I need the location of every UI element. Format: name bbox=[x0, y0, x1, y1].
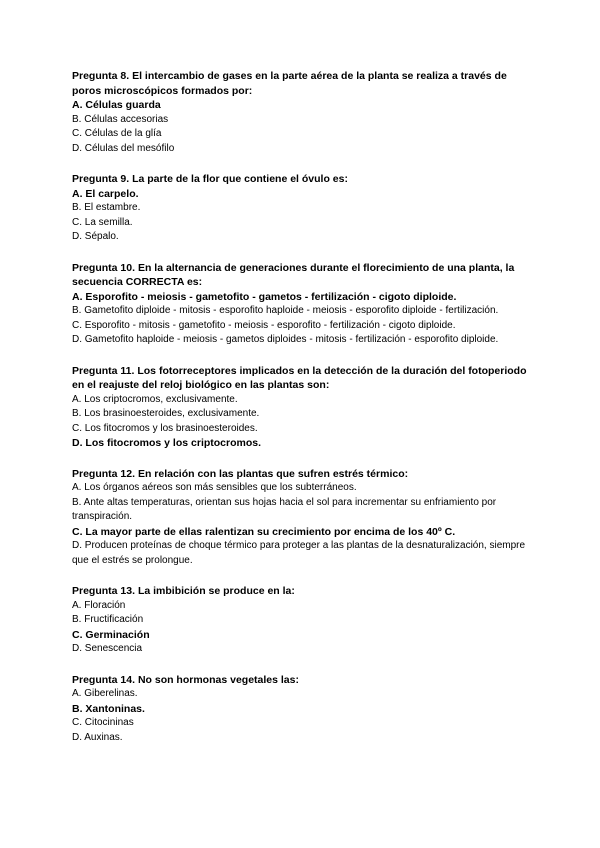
answer-option-correct: C. Germinación bbox=[72, 628, 150, 641]
answer-option: D. Gametofito haploide - meiosis - gametos diploides - mitosis - fertilización - esporofito diploide. bbox=[72, 334, 499, 345]
answer-option: C. Células de la glía bbox=[72, 128, 162, 139]
answer-option: A. Los órganos aéreos son más sensibles que los subterráneos. bbox=[72, 482, 357, 493]
question-title: Pregunta 11. Los fotorreceptores implicados en la detección de la duración del fotoperiodo en el reajuste del reloj biológico en las plantas son: bbox=[72, 364, 527, 391]
question-block bbox=[72, 172, 532, 245]
answer-option-correct: A. Células guarda bbox=[72, 99, 161, 111]
question-block bbox=[72, 261, 532, 348]
answer-option: B. Gametofito diploide - mitosis - esporofito haploide - meiosis - esporofito diploide - fertilización. bbox=[72, 305, 499, 316]
answer-option-correct: B. Xantoninas. bbox=[72, 702, 145, 715]
question-block bbox=[72, 673, 532, 746]
question-block bbox=[72, 364, 532, 451]
answer-option-correct: A. Esporofito - meiosis - gametofito - gametos - fertilización - cigoto diploide. bbox=[72, 290, 457, 303]
answer-option: B. Los brasinoesteroides, exclusivamente. bbox=[72, 408, 260, 419]
answer-option: A. Floración bbox=[72, 599, 126, 611]
answer-option-correct: D. Los fitocromos y los criptocromos. bbox=[72, 437, 262, 449]
question-block bbox=[72, 69, 532, 156]
answer-option: D. Células del mesófilo bbox=[72, 142, 175, 154]
answer-option: D. Senescencia bbox=[72, 643, 143, 654]
answer-option: D. Auxinas. bbox=[72, 731, 123, 743]
answer-option: C. Esporofito - mitosis - gametofito - meiosis - esporofito - fertilización - cigoto diploide. bbox=[72, 319, 456, 331]
question-title: Pregunta 13. La imbibición se produce en la: bbox=[72, 585, 295, 597]
question-title: Pregunta 8. El intercambio de gases en la parte aérea de la planta se realiza a través de poros microscópicos formados por: bbox=[72, 70, 507, 97]
question-title: Pregunta 10. En la alternancia de generaciones durante el florecimiento de una planta, la secuencia CORRECTA es: bbox=[72, 261, 515, 288]
question-block bbox=[72, 584, 532, 657]
question-block bbox=[72, 467, 532, 569]
question-title: Pregunta 14. No son hormonas vegetales las: bbox=[72, 673, 299, 686]
answer-option: C. Citocininas bbox=[72, 717, 134, 728]
answer-option-correct: C. La mayor parte de ellas ralentizan su crecimiento por encima de los 40º C. bbox=[72, 525, 456, 538]
answer-option: A. Los criptocromos, exclusivamente. bbox=[72, 393, 238, 405]
answer-option: C. Los fitocromos y los brasinoesteroides. bbox=[72, 422, 258, 434]
answer-option: B. Células accesorias bbox=[72, 113, 169, 125]
question-title: Pregunta 9. La parte de la flor que contiene el óvulo es: bbox=[72, 173, 348, 185]
answer-option: D. Producen proteínas de choque térmico para proteger a las plantas de la desnaturalización, siempre que el estrés se prolongue. bbox=[72, 540, 526, 566]
answer-option: C. La semilla. bbox=[72, 216, 133, 228]
exam-page bbox=[72, 69, 532, 761]
answer-option-correct: A. El carpelo. bbox=[72, 187, 139, 200]
answer-option: B. Fructificación bbox=[72, 614, 144, 625]
question-title: Pregunta 12. En relación con las plantas que sufren estrés térmico: bbox=[72, 467, 409, 480]
answer-option: D. Sépalo. bbox=[72, 231, 119, 242]
answer-option: B. Ante altas temperaturas, orientan sus hojas hacia el sol para incrementar su enfriamiento por transpiración. bbox=[72, 496, 497, 522]
answer-option: B. El estambre. bbox=[72, 202, 141, 213]
answer-option: A. Giberelinas. bbox=[72, 688, 138, 699]
